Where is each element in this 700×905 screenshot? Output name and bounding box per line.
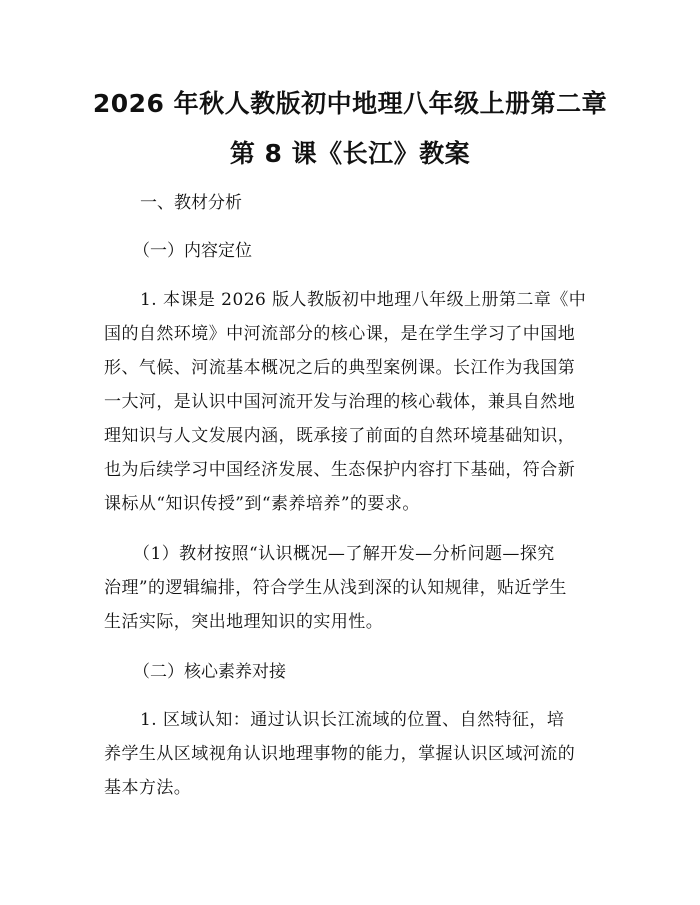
- paragraph-line: 生活实际，突出地理知识的实用性。: [104, 612, 384, 632]
- paragraph-line: 理知识与人文发展内涵，既承接了前面的自然环境基础知识，: [104, 426, 576, 446]
- paragraph-line: 一大河，是认识中国河流开发与治理的核心载体，兼具自然地: [104, 392, 576, 412]
- paragraph-line: 课标从“知识传授”到“素养培养”的要求。: [104, 494, 420, 514]
- document-title-line-2: 第 8 课《长江》教案: [229, 139, 471, 168]
- paragraph-line: （1）教材按照“认识概况—了解开发—分析问题—探究: [133, 544, 555, 564]
- document-title-line-1: 2026 年秋人教版初中地理八年级上册第二章: [92, 89, 608, 118]
- paragraph-line: 1. 本课是 2026 版人教版初中地理八年级上册第二章《中: [140, 290, 587, 310]
- paragraph-line: 形、气候、河流基本概况之后的典型案例课。长江作为我国第: [104, 358, 576, 378]
- paragraph-line: 基本方法。: [104, 778, 192, 798]
- subsection-heading-content-positioning: （一）内容定位: [133, 241, 252, 261]
- paragraph-line: 国的自然环境》中河流部分的核心课，是在学生学习了中国地: [104, 324, 576, 344]
- section-heading-teaching-material-analysis: 一、教材分析: [140, 193, 242, 213]
- subsection-heading-core-literacy: （二）核心素养对接: [133, 662, 286, 682]
- paragraph-line: 也为后续学习中国经济发展、生态保护内容打下基础，符合新: [104, 460, 576, 480]
- paragraph-line: 养学生从区域视角认识地理事物的能力，掌握认识区域河流的: [104, 744, 576, 764]
- paragraph-line: 治理”的逻辑编排，符合学生从浅到深的认知规律，贴近学生: [104, 578, 567, 598]
- paragraph-line: 1. 区域认知：通过认识长江流域的位置、自然特征，培: [140, 710, 565, 730]
